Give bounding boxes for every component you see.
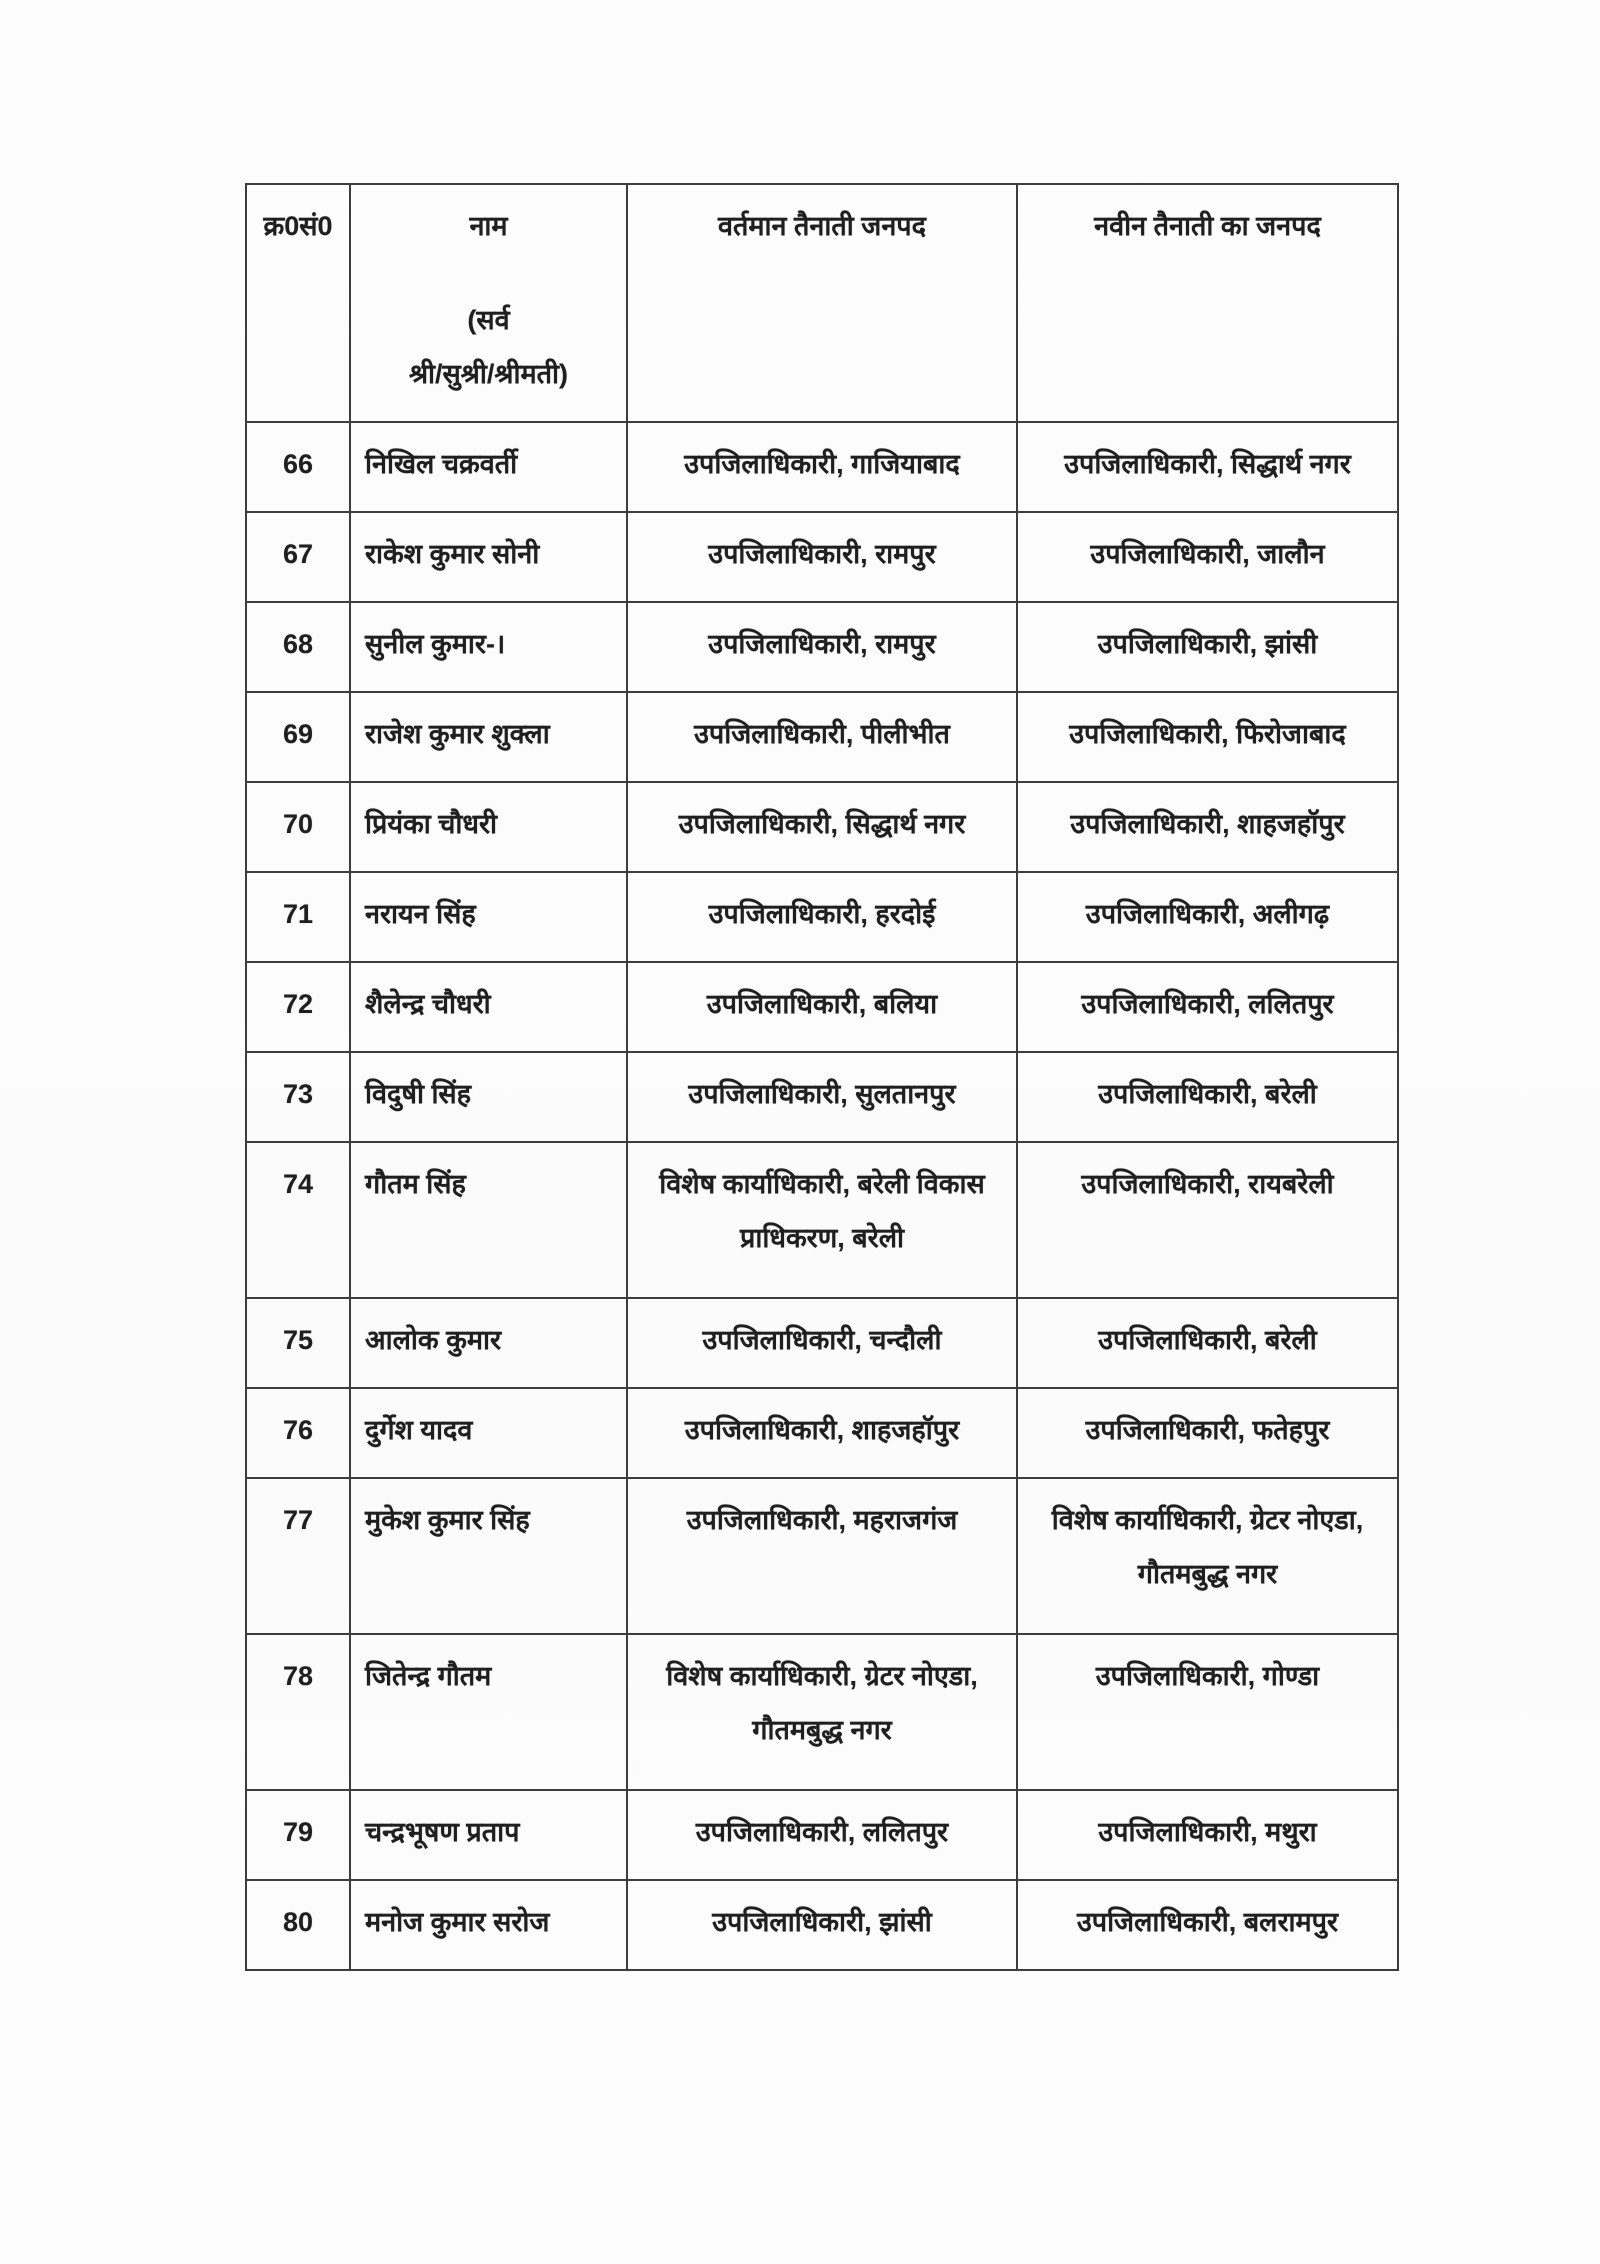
header-name-line1: नाम (469, 211, 508, 241)
header-new-posting-district: नवीन तैनाती का जनपद (1017, 184, 1398, 422)
cell-name: गौतम सिंह (350, 1142, 627, 1298)
cell-name: राकेश कुमार सोनी (350, 512, 627, 602)
header-name (350, 184, 627, 422)
cell-serial-number: 74 (246, 1142, 350, 1298)
cell-current-posting-district: उपजिलाधिकारी, हरदोई (627, 872, 1017, 962)
table-row (246, 512, 1398, 602)
cell-name: जितेन्द्र गौतम (350, 1634, 627, 1790)
cell-serial-number: 66 (246, 422, 350, 512)
table-row (246, 692, 1398, 782)
cell-new-posting-district: उपजिलाधिकारी, फिरोजाबाद (1017, 692, 1398, 782)
cell-name: मुकेश कुमार सिंह (350, 1478, 627, 1634)
cell-serial-number: 71 (246, 872, 350, 962)
table-row (246, 1478, 1398, 1634)
cell-serial-number: 77 (246, 1478, 350, 1634)
cell-name: शैलेन्द्र चौधरी (350, 962, 627, 1052)
cell-name: दुर्गेश यादव (350, 1388, 627, 1478)
cell-current-posting-district: विशेष कार्याधिकारी, बरेली विकास प्राधिकरण, बरेली (627, 1142, 1017, 1298)
table-row (246, 1880, 1398, 1970)
cell-new-posting-district: उपजिलाधिकारी, अलीगढ़ (1017, 872, 1398, 962)
cell-name: आलोक कुमार (350, 1298, 627, 1388)
table-row (246, 422, 1398, 512)
cell-name: विदुषी सिंह (350, 1052, 627, 1142)
cell-new-posting-district: उपजिलाधिकारी, बरेली (1017, 1052, 1398, 1142)
cell-name: चन्द्रभूषण प्रताप (350, 1790, 627, 1880)
cell-serial-number: 70 (246, 782, 350, 872)
cell-current-posting-district: उपजिलाधिकारी, गाजियाबाद (627, 422, 1017, 512)
cell-new-posting-district: उपजिलाधिकारी, बरेली (1017, 1298, 1398, 1388)
cell-name: मनोज कुमार सरोज (350, 1880, 627, 1970)
cell-current-posting-district: उपजिलाधिकारी, सिद्धार्थ नगर (627, 782, 1017, 872)
cell-serial-number: 76 (246, 1388, 350, 1478)
cell-serial-number: 79 (246, 1790, 350, 1880)
table-row (246, 1790, 1398, 1880)
cell-name: राजेश कुमार शुक्ला (350, 692, 627, 782)
cell-new-posting-district: उपजिलाधिकारी, सिद्धार्थ नगर (1017, 422, 1398, 512)
cell-new-posting-district: उपजिलाधिकारी, बलरामपुर (1017, 1880, 1398, 1970)
cell-serial-number: 80 (246, 1880, 350, 1970)
table-row (246, 602, 1398, 692)
cell-new-posting-district: उपजिलाधिकारी, झांसी (1017, 602, 1398, 692)
header-name-line3: श्री/सुश्री/श्रीमती) (408, 359, 569, 389)
cell-serial-number: 72 (246, 962, 350, 1052)
cell-current-posting-district: उपजिलाधिकारी, महराजगंज (627, 1478, 1017, 1634)
table-row (246, 782, 1398, 872)
cell-current-posting-district: उपजिलाधिकारी, ललितपुर (627, 1790, 1017, 1880)
cell-new-posting-district: उपजिलाधिकारी, फतेहपुर (1017, 1388, 1398, 1478)
transfer-list-table (245, 183, 1399, 1971)
cell-serial-number: 78 (246, 1634, 350, 1790)
header-serial-number: क्र0सं0 (246, 184, 350, 422)
cell-new-posting-district: उपजिलाधिकारी, ललितपुर (1017, 962, 1398, 1052)
cell-current-posting-district: उपजिलाधिकारी, रामपुर (627, 602, 1017, 692)
cell-serial-number: 73 (246, 1052, 350, 1142)
header-current-posting-district: वर्तमान तैनाती जनपद (627, 184, 1017, 422)
cell-new-posting-district: उपजिलाधिकारी, शाहजहॉपुर (1017, 782, 1398, 872)
cell-current-posting-district: उपजिलाधिकारी, पीलीभीत (627, 692, 1017, 782)
table-header-row (246, 184, 1398, 422)
cell-current-posting-district: उपजिलाधिकारी, चन्दौली (627, 1298, 1017, 1388)
table-row (246, 1298, 1398, 1388)
table-row (246, 1142, 1398, 1298)
cell-new-posting-district: विशेष कार्याधिकारी, ग्रेटर नोएडा, गौतमबुद्ध नगर (1017, 1478, 1398, 1634)
table-row (246, 872, 1398, 962)
table-body (246, 422, 1398, 1970)
table-row (246, 962, 1398, 1052)
cell-current-posting-district: उपजिलाधिकारी, सुलतानपुर (627, 1052, 1017, 1142)
cell-current-posting-district: विशेष कार्याधिकारी, ग्रेटर नोएडा, गौतमबुद्ध नगर (627, 1634, 1017, 1790)
cell-current-posting-district: उपजिलाधिकारी, शाहजहॉपुर (627, 1388, 1017, 1478)
header-name-line2: (सर्व (467, 305, 510, 335)
cell-current-posting-district: उपजिलाधिकारी, रामपुर (627, 512, 1017, 602)
cell-name: सुनील कुमार-। (350, 602, 627, 692)
cell-new-posting-district: उपजिलाधिकारी, जालौन (1017, 512, 1398, 602)
table-row (246, 1634, 1398, 1790)
table-row (246, 1052, 1398, 1142)
cell-new-posting-district: उपजिलाधिकारी, गोण्डा (1017, 1634, 1398, 1790)
cell-current-posting-district: उपजिलाधिकारी, झांसी (627, 1880, 1017, 1970)
cell-serial-number: 69 (246, 692, 350, 782)
cell-new-posting-district: उपजिलाधिकारी, रायबरेली (1017, 1142, 1398, 1298)
table-row (246, 1388, 1398, 1478)
cell-name: निखिल चक्रवर्ती (350, 422, 627, 512)
cell-current-posting-district: उपजिलाधिकारी, बलिया (627, 962, 1017, 1052)
cell-new-posting-district: उपजिलाधिकारी, मथुरा (1017, 1790, 1398, 1880)
cell-name: नरायन सिंह (350, 872, 627, 962)
cell-name: प्रियंका चौधरी (350, 782, 627, 872)
cell-serial-number: 68 (246, 602, 350, 692)
cell-serial-number: 75 (246, 1298, 350, 1388)
cell-serial-number: 67 (246, 512, 350, 602)
